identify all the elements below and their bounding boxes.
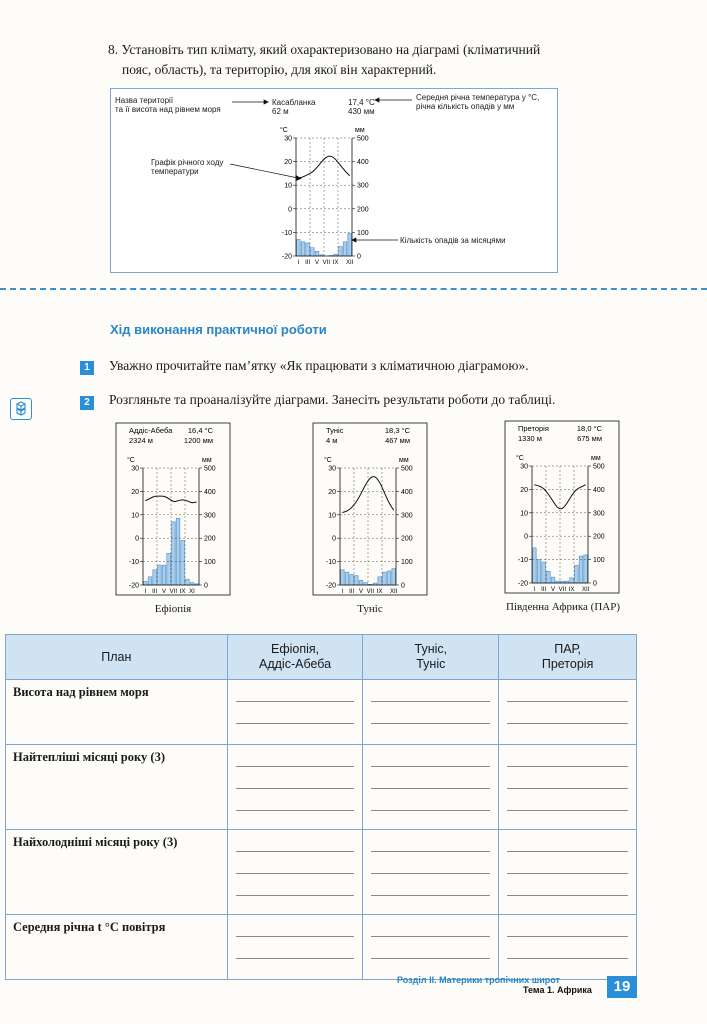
precip-bar [392,569,396,585]
precip-bar [306,243,310,256]
example-city: Касабланка 62 м [272,98,316,116]
answer-line[interactable] [236,767,355,789]
table-header-row [6,635,637,680]
y-tick-label: 10 [520,510,528,518]
label-temp-graph: Графік річного ходу температури [151,158,224,176]
precip-bar [359,580,363,585]
y-tick-label: 10 [284,182,292,190]
chart-tunis [312,422,428,596]
footer-topic: Тема 1. Африка [523,985,592,995]
chart-frame [313,423,427,595]
y2-tick-label: 400 [593,486,605,494]
precip-bar [537,560,541,583]
answer-line[interactable] [371,915,490,937]
answer-line[interactable] [507,830,628,852]
y2-tick-label: 100 [593,557,605,565]
station-name: Туніс [326,426,344,435]
chart-frame [505,421,619,593]
month-label: VII [558,587,567,593]
answer-cell[interactable] [499,745,637,830]
y2-tick-label: 200 [593,533,605,541]
answer-cell[interactable] [499,915,637,980]
month-label: XI [189,589,195,595]
month-label: V [550,587,556,593]
precip-bar [341,570,345,585]
answer-line[interactable] [507,915,628,937]
precip-bar [542,562,546,583]
month-label: VII [169,589,178,595]
precip-bar [570,578,574,583]
y-tick-label: -10 [128,559,139,567]
month-label: V [161,589,167,595]
y2-tick-label: 400 [357,159,369,167]
precip-bar [345,572,349,585]
work-heading: Хід виконання практичної роботи [110,322,327,337]
temp-unit-label: °С [280,127,288,134]
station-name: Преторія [518,424,549,433]
answer-cell[interactable] [227,830,363,915]
answer-cell[interactable] [363,915,499,980]
answer-line[interactable] [371,702,490,724]
y2-tick-label: 100 [357,229,369,237]
y2-tick-label: 500 [204,465,216,473]
table-row [6,915,637,980]
y-tick-label: 0 [524,533,528,541]
month-label: III [349,589,355,595]
answer-line[interactable] [236,702,355,724]
month-label: IX [179,589,186,595]
precip-bar [311,248,315,256]
answer-cell[interactable] [363,745,499,830]
answer-line[interactable] [371,789,490,811]
answer-line[interactable] [371,937,490,959]
cube-icon [10,398,32,420]
footer-section: Розділ II. Материки тропічних широт [397,975,560,985]
station-annual-precip: 467 мм [385,436,410,445]
precip-bar [547,571,551,583]
header-south-africa: ПАР, Преторія [499,635,637,680]
y-tick-label: -20 [325,582,336,590]
y-tick-label: 10 [131,512,139,520]
y-tick-label: -10 [517,557,528,565]
answer-cell[interactable] [363,830,499,915]
header-ethiopia: Ефіопія, Аддіс-Абеба [227,635,363,680]
y2-tick-label: 200 [357,206,369,214]
chart-pretoria [504,420,620,594]
y2-tick-label: 300 [593,510,605,518]
station-elevation: 2324 м [129,436,153,445]
answer-cell[interactable] [227,915,363,980]
caption-tunisia: Туніс [357,603,383,615]
precip-bar [162,565,166,585]
station-mean-temp: 18,0 °С [576,424,602,433]
table-row [6,745,637,830]
chart-casablanca [268,118,390,268]
precip-bar [144,581,148,585]
station-elevation: 4 м [326,436,338,445]
row-label: Середня річна t °С повітря [6,915,228,980]
answer-line[interactable] [507,852,628,874]
step-2-number: 2 [80,396,94,410]
row-label: Найхолодніші місяці року (3) [6,830,228,915]
answer-line[interactable] [371,874,490,896]
page-number: 19 [607,976,637,998]
answer-line[interactable] [507,874,628,896]
answer-line[interactable] [236,830,355,852]
step-1-number: 1 [80,361,94,375]
precip-bar [350,574,354,585]
answer-line[interactable] [371,745,490,767]
answer-line[interactable] [507,745,628,767]
precip-bar [186,579,190,585]
answer-line[interactable] [507,937,628,959]
month-label: V [358,589,364,595]
answer-line[interactable] [507,680,628,702]
y-tick-label: -20 [281,253,292,261]
answer-line[interactable] [371,767,490,789]
y-tick-label: 0 [288,206,292,214]
temp-unit-label: °С [127,457,135,464]
answer-line[interactable] [236,680,355,702]
precip-unit-label: мм [399,457,409,464]
precip-bar [355,576,359,585]
header-plan: План [6,635,228,680]
y2-tick-label: 200 [401,535,413,543]
precip-bar [533,548,537,583]
example-means: 17,4 °С 430 мм [348,98,375,116]
y-tick-label: 20 [328,488,336,496]
answer-cell[interactable] [227,680,363,745]
temp-unit-label: °С [324,457,332,464]
precip-bar [343,242,347,256]
caption-ethiopia: Ефіопія [154,603,192,615]
precip-unit-label: мм [202,457,212,464]
y2-tick-label: 400 [401,488,413,496]
precip-bar [315,251,319,256]
temperature-curve [342,477,393,513]
answer-line[interactable] [507,767,628,789]
table-row [6,830,637,915]
month-label: I [297,260,300,266]
y2-tick-label: 500 [593,463,605,471]
chart-addis-ababa [115,422,231,596]
answer-line[interactable] [236,745,355,767]
results-table [5,634,637,980]
y2-tick-label: 0 [204,582,208,590]
y2-tick-label: 100 [204,559,216,567]
precip-bar [148,577,152,585]
header-tunisia: Туніс, Туніс [363,635,499,680]
answer-line[interactable] [371,680,490,702]
answer-line[interactable] [371,830,490,852]
precip-bar [575,565,579,583]
temp-unit-label: °С [516,455,524,462]
y-tick-label: 20 [520,486,528,494]
y-tick-label: -10 [325,559,336,567]
y2-tick-label: 400 [204,488,216,496]
precip-bar [339,247,343,256]
precip-bar [167,553,171,585]
answer-line[interactable] [507,702,628,724]
y2-tick-label: 100 [401,559,413,567]
caption-south-africa: Південна Африка (ПАР) [506,601,620,613]
precip-bar [383,572,387,585]
month-label: IX [332,260,339,266]
y2-tick-label: 0 [401,582,405,590]
y2-tick-label: 500 [401,465,413,473]
y2-tick-label: 0 [357,253,361,261]
answer-line[interactable] [236,874,355,896]
station-annual-precip: 1200 мм [183,436,213,445]
y-tick-label: 30 [284,135,292,143]
y-tick-label: 30 [131,465,139,473]
y2-tick-label: 300 [204,512,216,520]
precip-bar [181,541,185,585]
precip-bar [378,577,382,585]
table-row [6,680,637,745]
answer-line[interactable] [236,789,355,811]
station-mean-temp: 16,4 °С [187,426,213,435]
y-tick-label: -20 [517,580,528,588]
row-label: Висота над рівнем моря [6,680,228,745]
precip-bar [301,242,305,256]
precip-bar [153,570,157,585]
answer-cell[interactable] [499,680,637,745]
month-label: III [541,587,547,593]
y2-tick-label: 300 [357,182,369,190]
y-tick-label: 0 [332,535,336,543]
station-elevation: 1330 м [518,434,542,443]
section-divider [0,288,707,290]
precip-bar [172,522,176,585]
month-label: IX [568,587,575,593]
station-annual-precip: 675 мм [577,434,602,443]
month-label: III [152,589,158,595]
month-label: XII [389,589,398,595]
y-tick-label: -20 [128,582,139,590]
answer-line[interactable] [236,852,355,874]
y2-tick-label: 500 [357,135,369,143]
y-tick-label: 20 [131,488,139,496]
month-label: XII [581,587,590,593]
month-label: V [314,260,320,266]
y-tick-label: 0 [135,535,139,543]
precip-bar [387,571,391,585]
step-1-text: Уважно прочитайте пам’ятку «Як працювати з кліматичною діаграмою». [109,358,529,373]
y2-tick-label: 300 [401,512,413,520]
month-label: IX [376,589,383,595]
y-tick-label: -10 [281,229,292,237]
step-2-text: Розгляньте та проаналізуйте діаграми. Занесіть результати роботи до таблиці. [109,392,556,407]
precip-unit-label: мм [591,455,601,462]
y-tick-label: 10 [328,512,336,520]
month-label: III [305,260,311,266]
label-territory: Назва території та її висота над рівнем моря [115,96,221,114]
precip-unit-label: мм [355,127,365,134]
answer-line[interactable] [507,789,628,811]
answer-cell[interactable] [227,745,363,830]
y2-tick-label: 0 [593,580,597,588]
month-label: VII [322,260,331,266]
label-precip: Кількість опадів за місяцями [400,236,506,245]
label-mean-values: Середня річна температура у °С, річна кількість опадів у мм [416,93,540,111]
month-label: XII [345,260,354,266]
month-label: VII [366,589,375,595]
question-8-line-2: пояс, область), та територію, для якої він характерний. [122,62,437,77]
y2-tick-label: 200 [204,535,216,543]
precip-bar [551,577,555,583]
answer-cell[interactable] [363,680,499,745]
precip-bar [348,234,352,256]
y-tick-label: 20 [284,159,292,167]
answer-cell[interactable] [499,830,637,915]
precip-bar [297,239,301,256]
station-mean-temp: 18,3 °С [384,426,410,435]
y-tick-label: 30 [328,465,336,473]
precip-bar [158,565,162,585]
station-name: Аддіс-Абеба [129,426,173,435]
question-8-line-1: 8. Установіть тип клімату, який охарактеризовано на діаграмі (кліматичний [108,42,541,57]
precip-bar [579,556,583,583]
answer-line[interactable] [236,915,355,937]
month-label: I [533,587,536,593]
month-label: I [341,589,344,595]
y-tick-label: 30 [520,463,528,471]
precip-bar [176,518,180,585]
answer-line[interactable] [236,937,355,959]
temperature-curve [534,485,585,509]
month-label: I [144,589,147,595]
answer-line[interactable] [371,852,490,874]
precip-bar [584,555,588,583]
row-label: Найтепліші місяці року (3) [6,745,228,830]
